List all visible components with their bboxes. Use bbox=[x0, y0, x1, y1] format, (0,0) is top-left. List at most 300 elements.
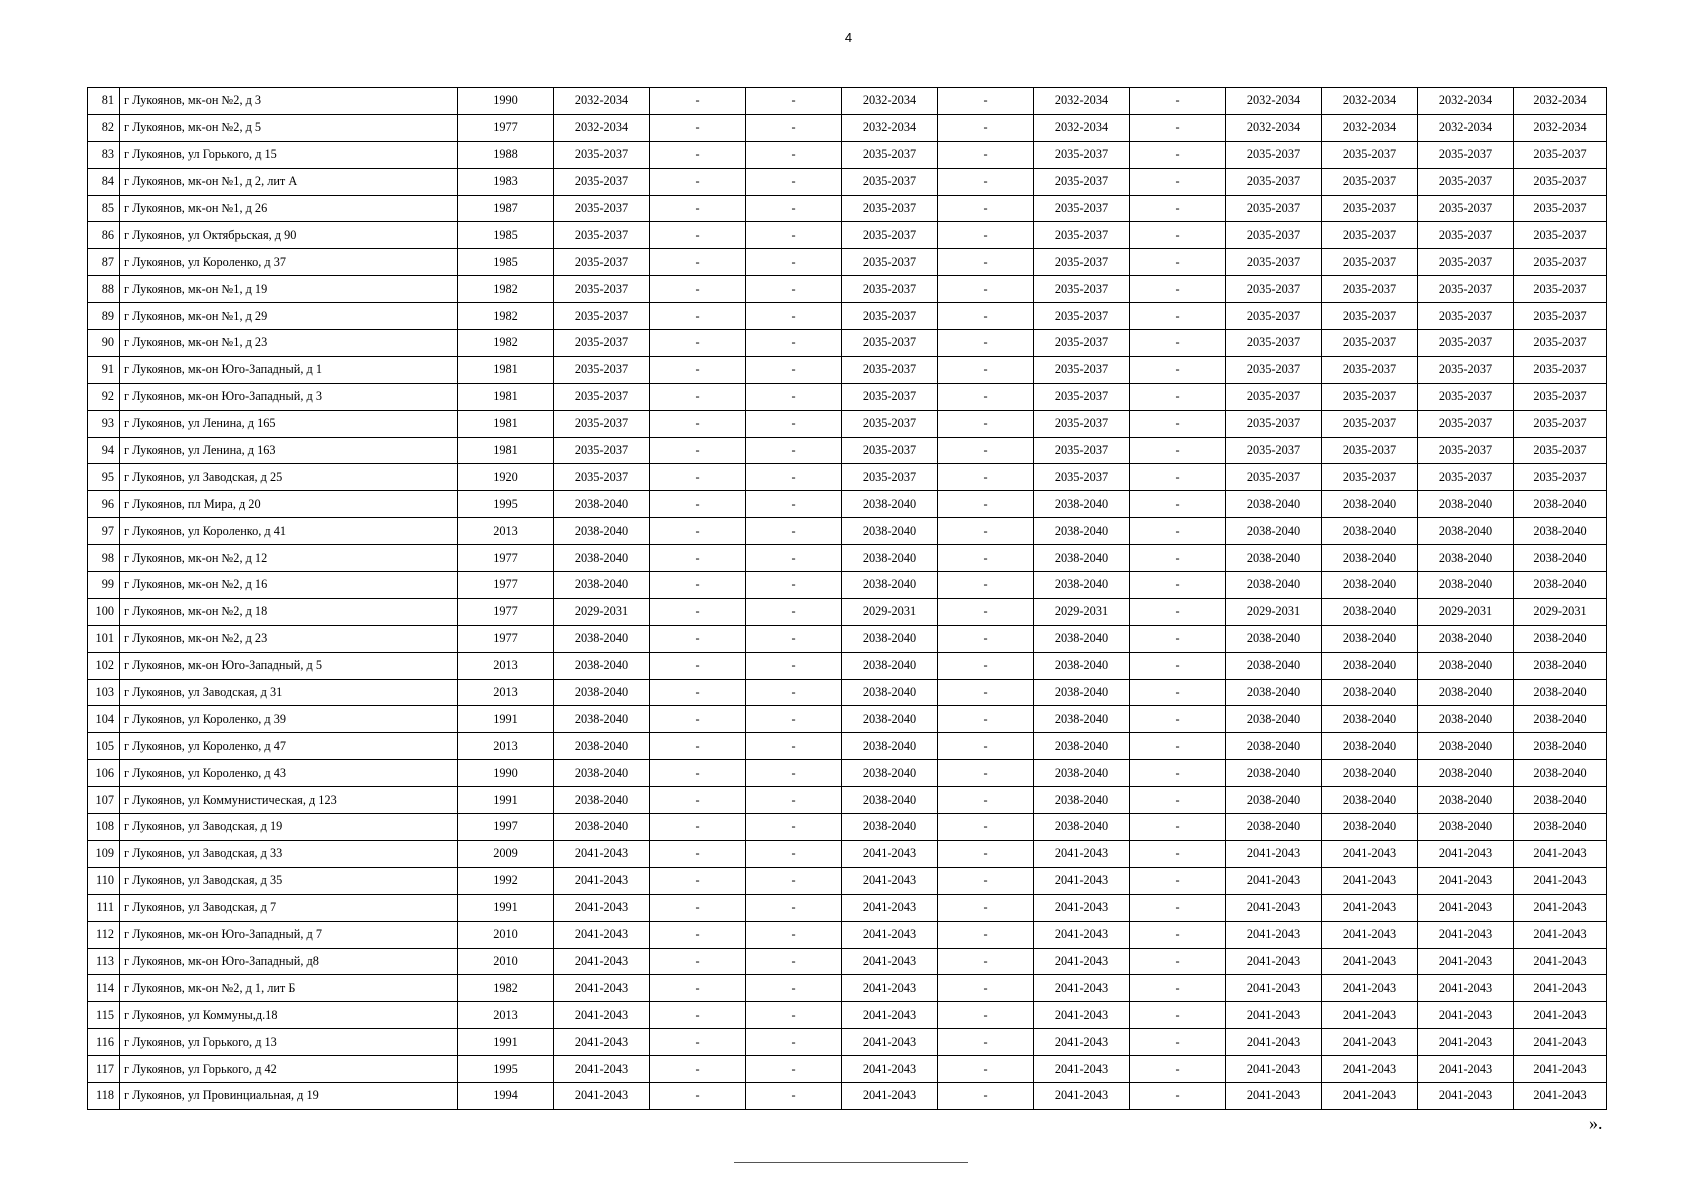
cell-period-col-2: - bbox=[650, 1056, 746, 1083]
cell-period-col-1: 2038-2040 bbox=[554, 760, 650, 787]
cell-period-col-11: 2038-2040 bbox=[1514, 572, 1607, 599]
cell-period-col-8: 2035-2037 bbox=[1226, 168, 1322, 195]
cell-period-col-4: 2038-2040 bbox=[842, 652, 938, 679]
cell-row-number: 102 bbox=[88, 652, 120, 679]
cell-period-col-2: - bbox=[650, 1002, 746, 1029]
cell-period-col-6: 2041-2043 bbox=[1034, 894, 1130, 921]
cell-period-col-7: - bbox=[1130, 814, 1226, 841]
cell-period-col-5: - bbox=[938, 706, 1034, 733]
cell-build-year: 1985 bbox=[458, 249, 554, 276]
cell-row-number: 117 bbox=[88, 1056, 120, 1083]
cell-period-col-9: 2035-2037 bbox=[1322, 168, 1418, 195]
cell-period-col-5: - bbox=[938, 141, 1034, 168]
cell-period-col-8: 2035-2037 bbox=[1226, 383, 1322, 410]
cell-period-col-3: - bbox=[746, 921, 842, 948]
cell-period-col-11: 2041-2043 bbox=[1514, 921, 1607, 948]
cell-row-number: 97 bbox=[88, 518, 120, 545]
table-row bbox=[88, 141, 1607, 168]
cell-period-col-4: 2041-2043 bbox=[842, 1056, 938, 1083]
cell-period-col-8: 2035-2037 bbox=[1226, 437, 1322, 464]
cell-period-col-4: 2035-2037 bbox=[842, 383, 938, 410]
cell-period-col-7: - bbox=[1130, 303, 1226, 330]
cell-build-year: 2013 bbox=[458, 733, 554, 760]
cell-build-year: 1991 bbox=[458, 706, 554, 733]
cell-period-col-6: 2041-2043 bbox=[1034, 921, 1130, 948]
cell-period-col-4: 2035-2037 bbox=[842, 410, 938, 437]
cell-row-number: 91 bbox=[88, 356, 120, 383]
cell-row-number: 86 bbox=[88, 222, 120, 249]
cell-period-col-2: - bbox=[650, 921, 746, 948]
cell-period-col-9: 2035-2037 bbox=[1322, 437, 1418, 464]
cell-address: г Лукоянов, ул Горького, д 15 bbox=[120, 141, 458, 168]
cell-build-year: 1981 bbox=[458, 383, 554, 410]
cell-period-col-1: 2035-2037 bbox=[554, 383, 650, 410]
cell-period-col-2: - bbox=[650, 330, 746, 357]
cell-period-col-2: - bbox=[650, 598, 746, 625]
cell-period-col-5: - bbox=[938, 1029, 1034, 1056]
cell-period-col-2: - bbox=[650, 114, 746, 141]
table-row bbox=[88, 572, 1607, 599]
cell-period-col-8: 2035-2037 bbox=[1226, 141, 1322, 168]
cell-period-col-5: - bbox=[938, 1056, 1034, 1083]
cell-row-number: 111 bbox=[88, 894, 120, 921]
cell-period-col-1: 2029-2031 bbox=[554, 598, 650, 625]
cell-period-col-6: 2038-2040 bbox=[1034, 572, 1130, 599]
cell-period-col-1: 2035-2037 bbox=[554, 168, 650, 195]
table-row bbox=[88, 1002, 1607, 1029]
cell-address: г Лукоянов, мк-он №2, д 12 bbox=[120, 545, 458, 572]
cell-row-number: 95 bbox=[88, 464, 120, 491]
cell-build-year: 1981 bbox=[458, 437, 554, 464]
cell-period-col-4: 2038-2040 bbox=[842, 572, 938, 599]
cell-period-col-11: 2041-2043 bbox=[1514, 840, 1607, 867]
cell-period-col-9: 2032-2034 bbox=[1322, 114, 1418, 141]
cell-period-col-8: 2038-2040 bbox=[1226, 814, 1322, 841]
cell-period-col-6: 2038-2040 bbox=[1034, 787, 1130, 814]
table-row bbox=[88, 706, 1607, 733]
cell-address: г Лукоянов, ул Короленко, д 43 bbox=[120, 760, 458, 787]
cell-address: г Лукоянов, ул Заводская, д 33 bbox=[120, 840, 458, 867]
cell-address: г Лукоянов, мк-он №1, д 26 bbox=[120, 195, 458, 222]
cell-period-col-6: 2035-2037 bbox=[1034, 437, 1130, 464]
cell-period-col-7: - bbox=[1130, 706, 1226, 733]
cell-period-col-4: 2041-2043 bbox=[842, 867, 938, 894]
cell-period-col-11: 2041-2043 bbox=[1514, 1082, 1607, 1109]
cell-address: г Лукоянов, ул Короленко, д 47 bbox=[120, 733, 458, 760]
cell-period-col-9: 2038-2040 bbox=[1322, 679, 1418, 706]
cell-address: г Лукоянов, мк-он №2, д 16 bbox=[120, 572, 458, 599]
cell-period-col-8: 2041-2043 bbox=[1226, 1082, 1322, 1109]
cell-period-col-2: - bbox=[650, 948, 746, 975]
cell-row-number: 93 bbox=[88, 410, 120, 437]
cell-address: г Лукоянов, ул Короленко, д 39 bbox=[120, 706, 458, 733]
cell-build-year: 1992 bbox=[458, 867, 554, 894]
cell-period-col-10: 2038-2040 bbox=[1418, 706, 1514, 733]
table-row bbox=[88, 464, 1607, 491]
cell-period-col-7: - bbox=[1130, 652, 1226, 679]
cell-period-col-9: 2041-2043 bbox=[1322, 1029, 1418, 1056]
cell-row-number: 85 bbox=[88, 195, 120, 222]
cell-period-col-9: 2041-2043 bbox=[1322, 1082, 1418, 1109]
cell-period-col-11: 2038-2040 bbox=[1514, 679, 1607, 706]
cell-build-year: 2013 bbox=[458, 1002, 554, 1029]
cell-period-col-7: - bbox=[1130, 222, 1226, 249]
cell-period-col-2: - bbox=[650, 814, 746, 841]
cell-period-col-3: - bbox=[746, 276, 842, 303]
cell-period-col-6: 2035-2037 bbox=[1034, 168, 1130, 195]
cell-period-col-10: 2041-2043 bbox=[1418, 840, 1514, 867]
cell-period-col-5: - bbox=[938, 168, 1034, 195]
cell-period-col-3: - bbox=[746, 948, 842, 975]
cell-period-col-1: 2038-2040 bbox=[554, 814, 650, 841]
cell-period-col-4: 2038-2040 bbox=[842, 545, 938, 572]
cell-period-col-1: 2041-2043 bbox=[554, 1056, 650, 1083]
cell-row-number: 92 bbox=[88, 383, 120, 410]
cell-period-col-10: 2041-2043 bbox=[1418, 1029, 1514, 1056]
table-row bbox=[88, 491, 1607, 518]
cell-period-col-8: 2035-2037 bbox=[1226, 222, 1322, 249]
table-row bbox=[88, 437, 1607, 464]
cell-period-col-6: 2038-2040 bbox=[1034, 518, 1130, 545]
cell-period-col-5: - bbox=[938, 491, 1034, 518]
cell-period-col-11: 2035-2037 bbox=[1514, 464, 1607, 491]
cell-period-col-6: 2029-2031 bbox=[1034, 598, 1130, 625]
cell-period-col-7: - bbox=[1130, 491, 1226, 518]
cell-period-col-7: - bbox=[1130, 545, 1226, 572]
cell-period-col-8: 2041-2043 bbox=[1226, 1002, 1322, 1029]
table-row bbox=[88, 1082, 1607, 1109]
table-row bbox=[88, 410, 1607, 437]
cell-period-col-3: - bbox=[746, 706, 842, 733]
cell-period-col-6: 2038-2040 bbox=[1034, 706, 1130, 733]
cell-period-col-5: - bbox=[938, 894, 1034, 921]
cell-period-col-9: 2041-2043 bbox=[1322, 975, 1418, 1002]
cell-period-col-11: 2035-2037 bbox=[1514, 276, 1607, 303]
cell-period-col-11: 2035-2037 bbox=[1514, 249, 1607, 276]
cell-period-col-10: 2041-2043 bbox=[1418, 867, 1514, 894]
cell-period-col-8: 2032-2034 bbox=[1226, 114, 1322, 141]
cell-period-col-1: 2032-2034 bbox=[554, 88, 650, 115]
cell-period-col-1: 2038-2040 bbox=[554, 652, 650, 679]
cell-period-col-11: 2029-2031 bbox=[1514, 598, 1607, 625]
cell-period-col-3: - bbox=[746, 168, 842, 195]
cell-build-year: 1977 bbox=[458, 545, 554, 572]
footer-divider bbox=[734, 1162, 968, 1163]
cell-period-col-2: - bbox=[650, 706, 746, 733]
cell-period-col-4: 2035-2037 bbox=[842, 303, 938, 330]
cell-row-number: 104 bbox=[88, 706, 120, 733]
cell-period-col-7: - bbox=[1130, 1002, 1226, 1029]
cell-address: г Лукоянов, ул Ленина, д 165 bbox=[120, 410, 458, 437]
cell-build-year: 2013 bbox=[458, 652, 554, 679]
cell-period-col-11: 2038-2040 bbox=[1514, 518, 1607, 545]
cell-period-col-11: 2038-2040 bbox=[1514, 733, 1607, 760]
cell-build-year: 1990 bbox=[458, 88, 554, 115]
cell-period-col-8: 2035-2037 bbox=[1226, 356, 1322, 383]
cell-build-year: 2009 bbox=[458, 840, 554, 867]
cell-address: г Лукоянов, мк-он №2, д 5 bbox=[120, 114, 458, 141]
cell-period-col-4: 2041-2043 bbox=[842, 840, 938, 867]
cell-build-year: 2013 bbox=[458, 518, 554, 545]
table-row bbox=[88, 1029, 1607, 1056]
cell-period-col-7: - bbox=[1130, 383, 1226, 410]
cell-period-col-1: 2038-2040 bbox=[554, 491, 650, 518]
cell-period-col-4: 2035-2037 bbox=[842, 222, 938, 249]
cell-row-number: 103 bbox=[88, 679, 120, 706]
cell-period-col-3: - bbox=[746, 814, 842, 841]
cell-period-col-2: - bbox=[650, 760, 746, 787]
cell-period-col-1: 2035-2037 bbox=[554, 464, 650, 491]
cell-period-col-4: 2035-2037 bbox=[842, 168, 938, 195]
cell-period-col-9: 2038-2040 bbox=[1322, 491, 1418, 518]
cell-period-col-10: 2041-2043 bbox=[1418, 975, 1514, 1002]
cell-address: г Лукоянов, ул Короленко, д 37 bbox=[120, 249, 458, 276]
cell-period-col-10: 2035-2037 bbox=[1418, 437, 1514, 464]
cell-period-col-7: - bbox=[1130, 598, 1226, 625]
cell-period-col-11: 2035-2037 bbox=[1514, 383, 1607, 410]
cell-period-col-10: 2041-2043 bbox=[1418, 921, 1514, 948]
cell-period-col-2: - bbox=[650, 518, 746, 545]
cell-period-col-3: - bbox=[746, 975, 842, 1002]
cell-period-col-10: 2038-2040 bbox=[1418, 679, 1514, 706]
cell-period-col-10: 2035-2037 bbox=[1418, 303, 1514, 330]
cell-period-col-3: - bbox=[746, 222, 842, 249]
cell-period-col-10: 2029-2031 bbox=[1418, 598, 1514, 625]
table-row bbox=[88, 652, 1607, 679]
cell-period-col-10: 2035-2037 bbox=[1418, 356, 1514, 383]
cell-period-col-5: - bbox=[938, 114, 1034, 141]
cell-row-number: 82 bbox=[88, 114, 120, 141]
cell-period-col-7: - bbox=[1130, 249, 1226, 276]
cell-period-col-6: 2038-2040 bbox=[1034, 491, 1130, 518]
cell-period-col-8: 2035-2037 bbox=[1226, 249, 1322, 276]
cell-period-col-5: - bbox=[938, 948, 1034, 975]
cell-build-year: 2010 bbox=[458, 948, 554, 975]
cell-address: г Лукоянов, ул Ленина, д 163 bbox=[120, 437, 458, 464]
cell-address: г Лукоянов, мк-он Юго-Западный, д 5 bbox=[120, 652, 458, 679]
cell-period-col-7: - bbox=[1130, 867, 1226, 894]
cell-period-col-1: 2035-2037 bbox=[554, 195, 650, 222]
cell-period-col-1: 2038-2040 bbox=[554, 518, 650, 545]
table-body bbox=[88, 88, 1607, 1110]
cell-period-col-8: 2041-2043 bbox=[1226, 867, 1322, 894]
cell-period-col-1: 2038-2040 bbox=[554, 545, 650, 572]
table-row bbox=[88, 733, 1607, 760]
cell-period-col-2: - bbox=[650, 894, 746, 921]
cell-address: г Лукоянов, ул Заводская, д 7 bbox=[120, 894, 458, 921]
cell-period-col-6: 2032-2034 bbox=[1034, 114, 1130, 141]
cell-period-col-11: 2041-2043 bbox=[1514, 1056, 1607, 1083]
cell-period-col-11: 2041-2043 bbox=[1514, 1002, 1607, 1029]
cell-period-col-10: 2035-2037 bbox=[1418, 249, 1514, 276]
cell-period-col-9: 2035-2037 bbox=[1322, 249, 1418, 276]
cell-row-number: 94 bbox=[88, 437, 120, 464]
cell-period-col-4: 2038-2040 bbox=[842, 760, 938, 787]
table-row bbox=[88, 168, 1607, 195]
cell-period-col-1: 2041-2043 bbox=[554, 840, 650, 867]
cell-period-col-8: 2038-2040 bbox=[1226, 652, 1322, 679]
cell-period-col-3: - bbox=[746, 114, 842, 141]
cell-period-col-5: - bbox=[938, 545, 1034, 572]
cell-address: г Лукоянов, ул Горького, д 13 bbox=[120, 1029, 458, 1056]
cell-period-col-3: - bbox=[746, 195, 842, 222]
cell-period-col-3: - bbox=[746, 410, 842, 437]
cell-period-col-1: 2035-2037 bbox=[554, 249, 650, 276]
cell-build-year: 1991 bbox=[458, 787, 554, 814]
cell-period-col-8: 2041-2043 bbox=[1226, 1056, 1322, 1083]
cell-period-col-1: 2032-2034 bbox=[554, 114, 650, 141]
cell-period-col-5: - bbox=[938, 330, 1034, 357]
cell-row-number: 90 bbox=[88, 330, 120, 357]
cell-period-col-6: 2032-2034 bbox=[1034, 88, 1130, 115]
cell-row-number: 113 bbox=[88, 948, 120, 975]
cell-period-col-10: 2038-2040 bbox=[1418, 518, 1514, 545]
cell-period-col-5: - bbox=[938, 464, 1034, 491]
cell-period-col-10: 2041-2043 bbox=[1418, 1002, 1514, 1029]
cell-period-col-6: 2035-2037 bbox=[1034, 222, 1130, 249]
cell-build-year: 1988 bbox=[458, 141, 554, 168]
cell-period-col-3: - bbox=[746, 1002, 842, 1029]
cell-period-col-1: 2041-2043 bbox=[554, 975, 650, 1002]
cell-period-col-10: 2041-2043 bbox=[1418, 948, 1514, 975]
cell-build-year: 1994 bbox=[458, 1082, 554, 1109]
cell-period-col-4: 2035-2037 bbox=[842, 276, 938, 303]
cell-period-col-7: - bbox=[1130, 356, 1226, 383]
cell-period-col-2: - bbox=[650, 1029, 746, 1056]
cell-period-col-11: 2035-2037 bbox=[1514, 437, 1607, 464]
cell-build-year: 2013 bbox=[458, 679, 554, 706]
cell-period-col-5: - bbox=[938, 276, 1034, 303]
cell-row-number: 105 bbox=[88, 733, 120, 760]
cell-period-col-7: - bbox=[1130, 1029, 1226, 1056]
table-row bbox=[88, 383, 1607, 410]
cell-period-col-4: 2041-2043 bbox=[842, 921, 938, 948]
cell-row-number: 99 bbox=[88, 572, 120, 599]
cell-period-col-2: - bbox=[650, 652, 746, 679]
cell-period-col-6: 2035-2037 bbox=[1034, 410, 1130, 437]
table-row bbox=[88, 1056, 1607, 1083]
cell-period-col-9: 2038-2040 bbox=[1322, 625, 1418, 652]
cell-address: г Лукоянов, ул Провинциальная, д 19 bbox=[120, 1082, 458, 1109]
cell-row-number: 109 bbox=[88, 840, 120, 867]
cell-period-col-4: 2035-2037 bbox=[842, 437, 938, 464]
cell-period-col-6: 2035-2037 bbox=[1034, 249, 1130, 276]
cell-period-col-11: 2035-2037 bbox=[1514, 141, 1607, 168]
cell-period-col-7: - bbox=[1130, 1082, 1226, 1109]
cell-address: г Лукоянов, ул Заводская, д 19 bbox=[120, 814, 458, 841]
cell-period-col-2: - bbox=[650, 491, 746, 518]
cell-period-col-9: 2038-2040 bbox=[1322, 760, 1418, 787]
cell-build-year: 1995 bbox=[458, 491, 554, 518]
cell-period-col-1: 2041-2043 bbox=[554, 1029, 650, 1056]
cell-address: г Лукоянов, мк-он №1, д 23 bbox=[120, 330, 458, 357]
cell-period-col-11: 2041-2043 bbox=[1514, 1029, 1607, 1056]
cell-period-col-2: - bbox=[650, 195, 746, 222]
cell-build-year: 1985 bbox=[458, 222, 554, 249]
cell-period-col-11: 2041-2043 bbox=[1514, 867, 1607, 894]
cell-period-col-11: 2035-2037 bbox=[1514, 222, 1607, 249]
cell-period-col-3: - bbox=[746, 330, 842, 357]
cell-period-col-4: 2035-2037 bbox=[842, 141, 938, 168]
cell-period-col-11: 2035-2037 bbox=[1514, 410, 1607, 437]
cell-period-col-2: - bbox=[650, 88, 746, 115]
cell-period-col-11: 2035-2037 bbox=[1514, 168, 1607, 195]
cell-period-col-11: 2035-2037 bbox=[1514, 303, 1607, 330]
table-row bbox=[88, 975, 1607, 1002]
cell-period-col-8: 2041-2043 bbox=[1226, 948, 1322, 975]
cell-period-col-2: - bbox=[650, 840, 746, 867]
cell-period-col-2: - bbox=[650, 787, 746, 814]
cell-period-col-6: 2041-2043 bbox=[1034, 1029, 1130, 1056]
cell-period-col-2: - bbox=[650, 437, 746, 464]
cell-period-col-3: - bbox=[746, 1056, 842, 1083]
cell-period-col-10: 2035-2037 bbox=[1418, 330, 1514, 357]
cell-build-year: 1983 bbox=[458, 168, 554, 195]
cell-period-col-1: 2041-2043 bbox=[554, 1082, 650, 1109]
cell-period-col-6: 2041-2043 bbox=[1034, 1082, 1130, 1109]
cell-period-col-8: 2035-2037 bbox=[1226, 330, 1322, 357]
cell-period-col-1: 2035-2037 bbox=[554, 330, 650, 357]
cell-period-col-6: 2038-2040 bbox=[1034, 545, 1130, 572]
cell-period-col-10: 2038-2040 bbox=[1418, 814, 1514, 841]
cell-address: г Лукоянов, ул Октябрьская, д 90 bbox=[120, 222, 458, 249]
table-row bbox=[88, 88, 1607, 115]
cell-period-col-3: - bbox=[746, 491, 842, 518]
cell-period-col-9: 2035-2037 bbox=[1322, 464, 1418, 491]
cell-period-col-1: 2038-2040 bbox=[554, 733, 650, 760]
cell-period-col-1: 2035-2037 bbox=[554, 437, 650, 464]
table-row bbox=[88, 760, 1607, 787]
cell-period-col-3: - bbox=[746, 464, 842, 491]
table-row bbox=[88, 598, 1607, 625]
cell-period-col-1: 2041-2043 bbox=[554, 1002, 650, 1029]
cell-period-col-5: - bbox=[938, 1082, 1034, 1109]
cell-period-col-1: 2035-2037 bbox=[554, 303, 650, 330]
cell-period-col-11: 2032-2034 bbox=[1514, 88, 1607, 115]
cell-period-col-5: - bbox=[938, 733, 1034, 760]
table-row bbox=[88, 867, 1607, 894]
cell-address: г Лукоянов, мк-он №2, д 23 bbox=[120, 625, 458, 652]
cell-period-col-2: - bbox=[650, 141, 746, 168]
cell-period-col-6: 2041-2043 bbox=[1034, 867, 1130, 894]
cell-period-col-11: 2041-2043 bbox=[1514, 975, 1607, 1002]
cell-period-col-5: - bbox=[938, 572, 1034, 599]
page-number: 4 bbox=[844, 30, 853, 45]
cell-period-col-1: 2038-2040 bbox=[554, 625, 650, 652]
cell-period-col-7: - bbox=[1130, 760, 1226, 787]
cell-address: г Лукоянов, ул Заводская, д 35 bbox=[120, 867, 458, 894]
cell-period-col-7: - bbox=[1130, 948, 1226, 975]
table-row bbox=[88, 840, 1607, 867]
cell-row-number: 81 bbox=[88, 88, 120, 115]
cell-row-number: 96 bbox=[88, 491, 120, 518]
cell-period-col-10: 2035-2037 bbox=[1418, 141, 1514, 168]
cell-build-year: 1991 bbox=[458, 894, 554, 921]
cell-period-col-6: 2035-2037 bbox=[1034, 464, 1130, 491]
cell-address: г Лукоянов, ул Короленко, д 41 bbox=[120, 518, 458, 545]
cell-period-col-9: 2035-2037 bbox=[1322, 330, 1418, 357]
cell-period-col-3: - bbox=[746, 894, 842, 921]
cell-period-col-4: 2041-2043 bbox=[842, 975, 938, 1002]
cell-period-col-10: 2041-2043 bbox=[1418, 1056, 1514, 1083]
cell-period-col-10: 2035-2037 bbox=[1418, 410, 1514, 437]
cell-period-col-9: 2041-2043 bbox=[1322, 867, 1418, 894]
cell-period-col-4: 2035-2037 bbox=[842, 356, 938, 383]
cell-period-col-4: 2029-2031 bbox=[842, 598, 938, 625]
cell-period-col-2: - bbox=[650, 625, 746, 652]
cell-period-col-6: 2035-2037 bbox=[1034, 383, 1130, 410]
cell-build-year: 2010 bbox=[458, 921, 554, 948]
